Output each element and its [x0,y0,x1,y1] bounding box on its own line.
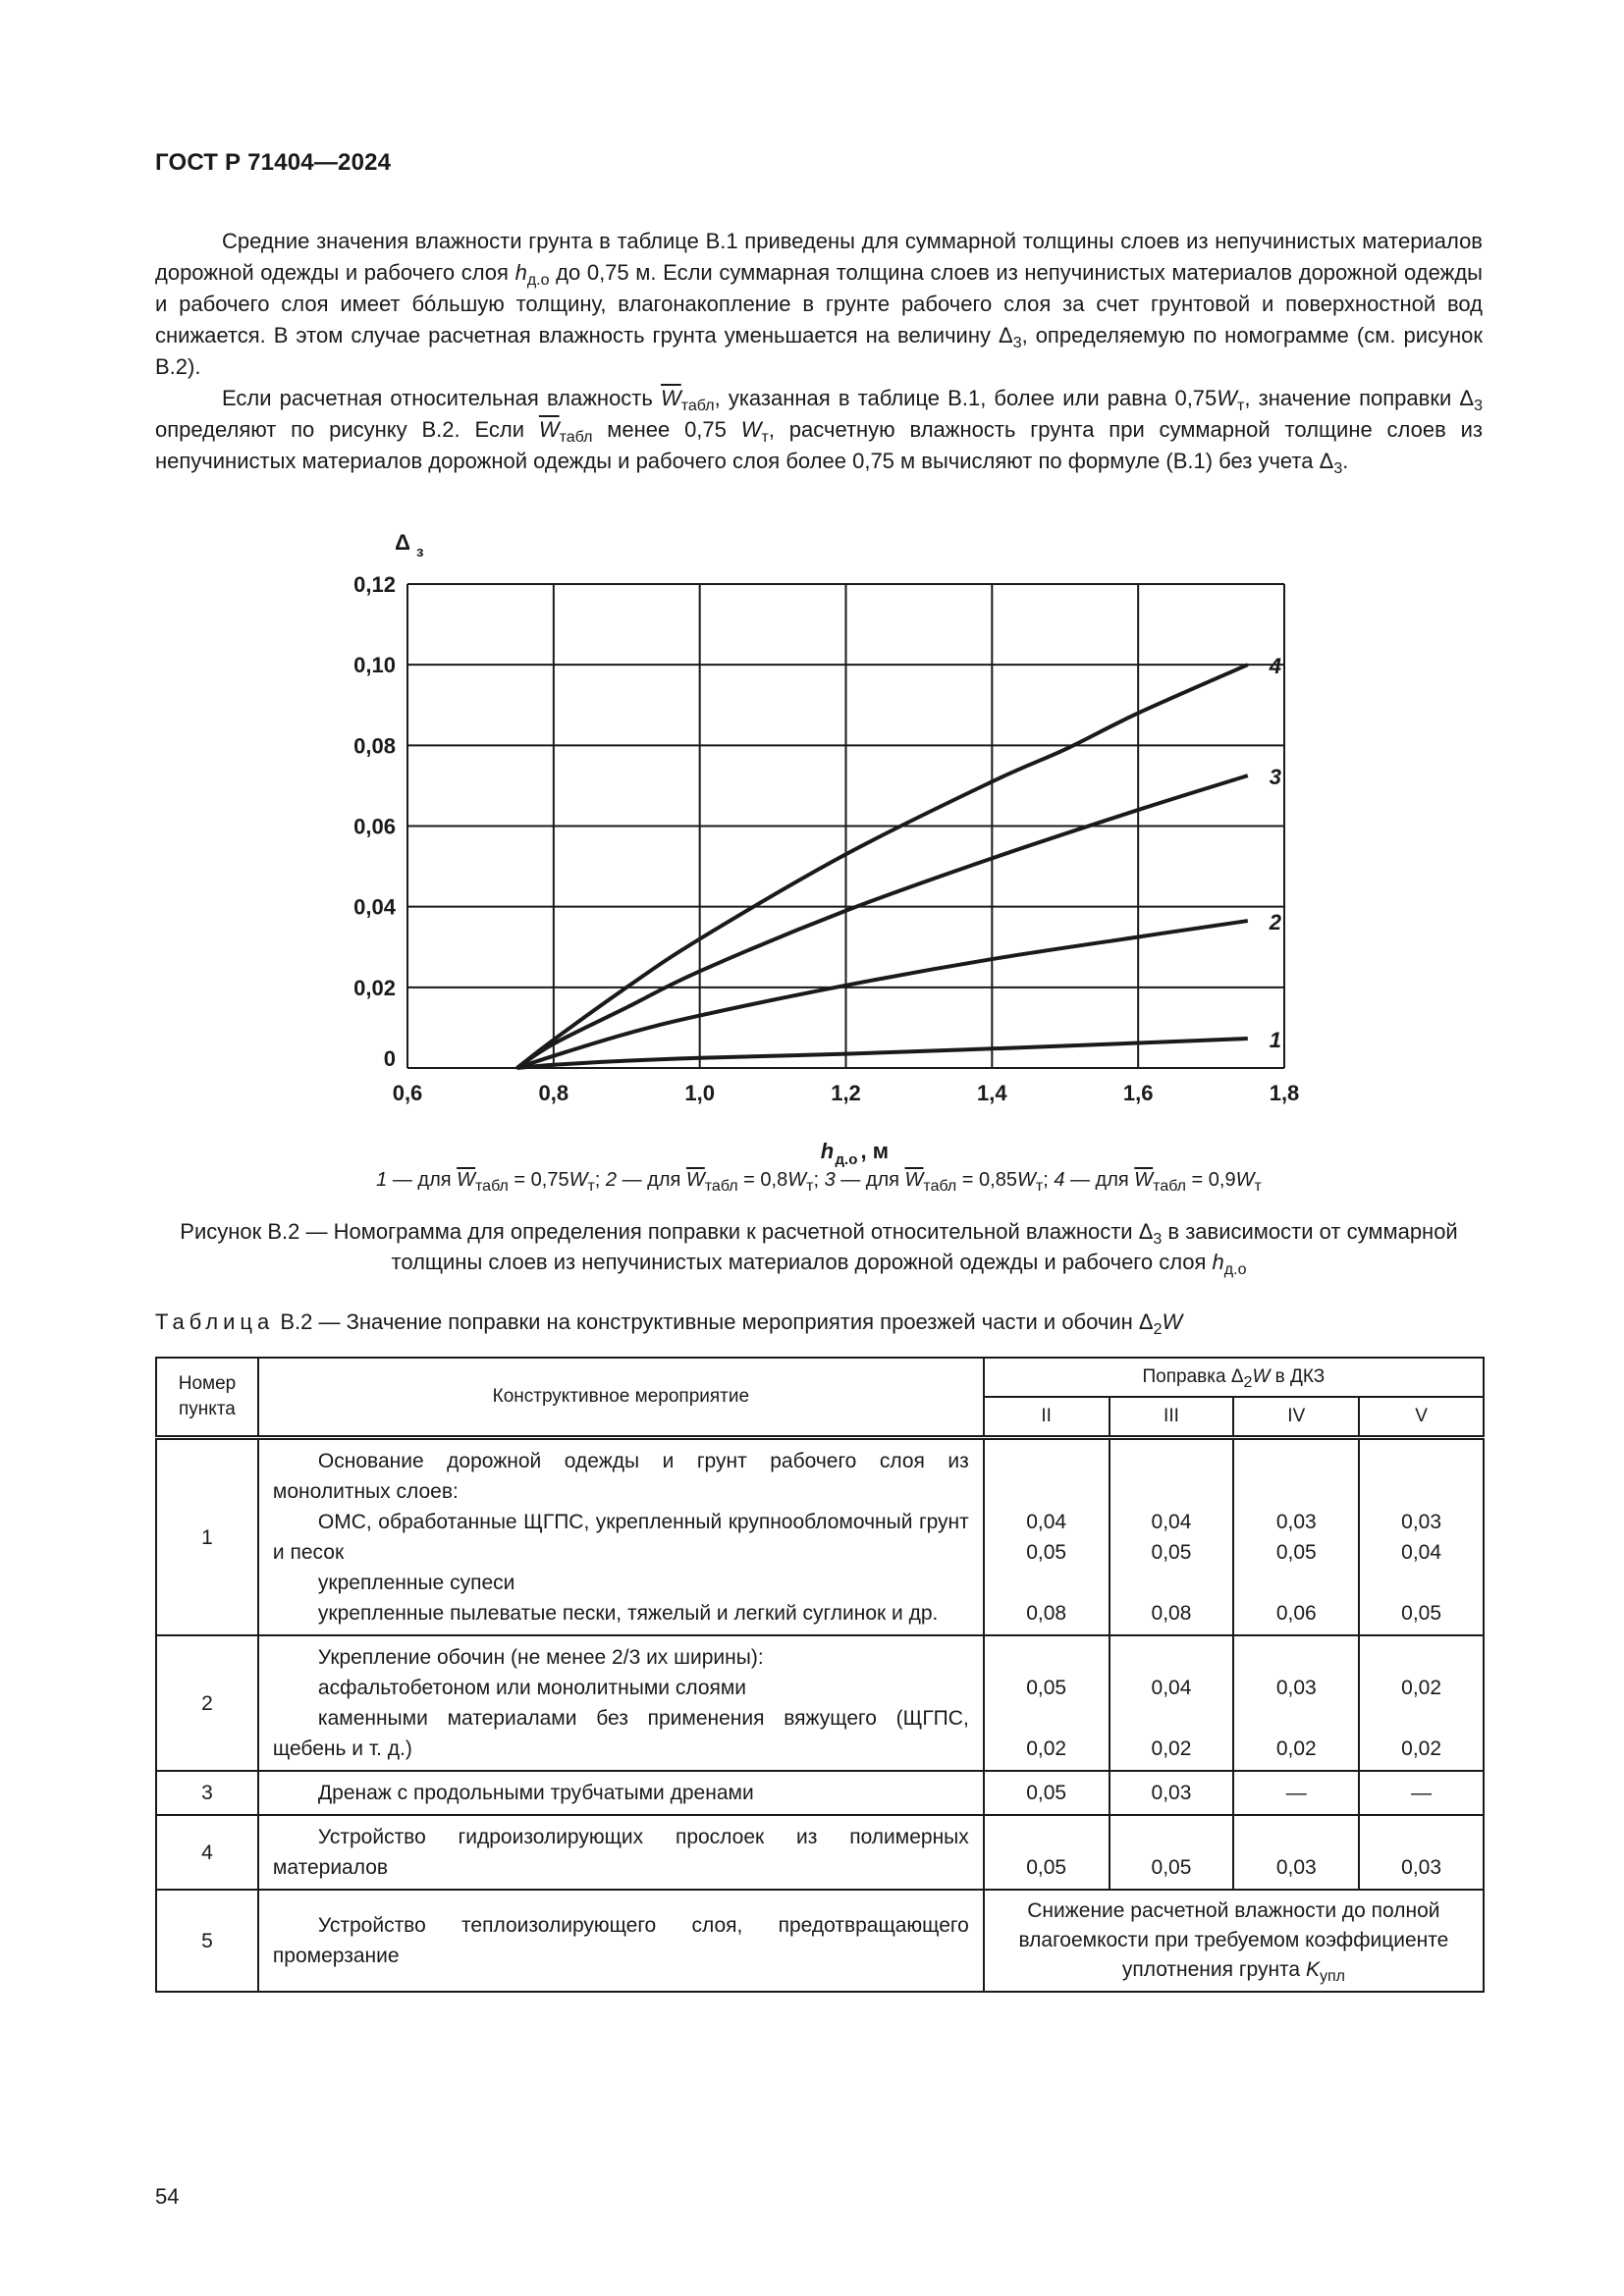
row-measure [258,1771,984,1815]
value: 0,03 [1110,1771,1234,1815]
value: 0,05 [1026,1677,1067,1699]
legend-text: — для [1064,1169,1135,1191]
symbol-h: h [1212,1250,1224,1274]
value: 0,04 [1151,1677,1192,1699]
value: 0,02 [1401,1677,1442,1699]
figure-caption [155,1216,1483,1277]
subscript: 3 [1474,398,1483,414]
symbol-w-bar: $\overline{W}$ [1134,1169,1154,1191]
subscript: т [806,1178,814,1195]
value: — [1233,1771,1359,1815]
x-axis-label-sub: д.о [835,1151,858,1168]
row-number: 3 [156,1771,258,1815]
value: 0,04 [1026,1511,1067,1533]
symbol-w: W [1162,1309,1183,1334]
header-zone-iii: III [1110,1397,1234,1438]
table-row [156,1815,1484,1890]
value: 0,02 [1151,1737,1192,1760]
value: 0,05 [1151,1541,1192,1564]
subscript: табл [680,398,715,414]
text: менее 0,75 [592,417,741,442]
series-label-1: 1 [1269,1028,1282,1053]
value: 0,05 [1275,1541,1317,1564]
x-tick-label: 1,2 [831,1081,861,1105]
symbol-w-bar: $\overline{W}$ [538,417,560,442]
legend-num: 4 [1054,1169,1065,1191]
text: Если расчетная относительная влажность [222,386,661,410]
measure-line: укрепленные супеси [317,1572,515,1594]
value: 0,03 [1233,1815,1359,1890]
subscript: табл [704,1178,738,1195]
table-row [156,1635,1484,1771]
value: 0,03 [1401,1511,1442,1533]
y-axis-label: Δ [395,530,410,555]
legend-num: 2 [605,1169,618,1191]
measure-line: Укрепление обочин (не менее 2/3 их ширины): [317,1646,764,1669]
x-tick-label: 1,6 [1122,1081,1154,1105]
y-tick-label: 0,04 [353,894,396,920]
measure-line: Устройство теплоизолирующего слоя, предотвращающего промерзание [272,1914,969,1967]
table-label: Таблица [155,1309,275,1334]
document-header: ГОСТ Р 71404—2024 [155,149,392,176]
value: 0,08 [1026,1602,1067,1625]
symbol-w: W [787,1169,807,1191]
symbol-w: W [568,1169,588,1191]
value: 0,05 [984,1771,1110,1815]
legend-num: 1 [376,1169,388,1191]
subscript: упл [1319,1968,1345,1985]
subscript: т [1035,1178,1044,1195]
row-measure [258,1635,984,1771]
table-header-row [156,1358,1484,1397]
subscript: д.о [526,272,550,289]
series-label-2: 2 [1269,910,1282,935]
symbol-h: h [514,260,527,285]
legend-sep: ; [1043,1169,1055,1191]
subscript: т [1237,398,1245,414]
measure-line: ОМС, обработанные ЩГПС, укрепленный крупнообломочный грунт и песок [272,1511,969,1564]
legend-text: = 0,75 [508,1169,569,1191]
text: , значение поправки [1244,386,1460,410]
measure-line: укрепленные пылеватые пески, тяжелый и легкий суглинок и др. [317,1602,939,1625]
row-number: 2 [156,1635,258,1771]
symbol-w: W [1252,1366,1271,1387]
paragraph-moisture-values [155,226,1483,383]
legend-num: 3 [824,1169,836,1191]
subscript: т [1254,1178,1262,1195]
subscript: табл [923,1178,957,1195]
text: Снижение расчетной влажности до полной влагоемкости при требуемом коэффициенте уплотнения грунта [1018,1899,1449,1981]
measure-line: асфальтобетоном или монолитными слоями [317,1677,747,1699]
y-tick-label: 0,08 [353,733,396,759]
value: 0,02 [1026,1737,1067,1760]
x-tick-label: 0,8 [538,1081,569,1105]
symbol-w-bar: $\overline{W}$ [457,1169,476,1191]
row-measure [258,1438,984,1636]
value: 0,03 [1275,1677,1317,1699]
table-row [156,1890,1484,1992]
measure-line: каменными материалами без применения вяжущего (ЩГПС, щебень и т. д.) [272,1707,969,1760]
y-tick-label: 0,12 [353,572,396,597]
value-cell [1110,1635,1234,1771]
legend-sep: ; [594,1169,606,1191]
legend-item-2 [605,1169,825,1195]
y-axis-label-sub: з [416,544,424,561]
measure-line: Дренаж с продольными трубчатыми дренами [317,1782,754,1804]
subscript: табл [559,429,593,446]
subscript: табл [475,1178,509,1195]
subscript: 2 [1153,1321,1163,1338]
header-zone-v: V [1359,1397,1484,1438]
value: 0,04 [1401,1541,1442,1564]
value: 0,08 [1151,1602,1192,1625]
text: В.2 — Значение поправки на конструктивные мероприятия проезжей части и обочин [274,1309,1139,1334]
symbol-w: W [1016,1169,1036,1191]
symbol-w: W [1235,1169,1255,1191]
legend-item-1 [376,1169,606,1195]
value-cell [1233,1635,1359,1771]
chart-legend [155,1169,1483,1195]
text: . [1342,449,1349,473]
y-tick-label: 0,06 [353,814,396,839]
correction-table [155,1357,1485,1993]
series-label-4: 4 [1269,654,1282,679]
header-number: Номер пункта [156,1358,258,1438]
legend-text: — для [617,1169,686,1191]
value: 0,05 [1110,1815,1234,1890]
x-axis-label: h [820,1139,835,1163]
legend-text: = 0,8 [737,1169,788,1191]
symbol-delta: Δ [1319,449,1334,473]
legend-text: = 0,85 [956,1169,1017,1191]
measure-line: Основание дорожной одежды и грунт рабочего слоя из монолитных слоев: [272,1450,969,1503]
symbol-w-bar: $\overline{W}$ [904,1169,924,1191]
symbol-delta: Δ [1230,1366,1244,1387]
row-measure [258,1890,984,1992]
x-tick-label: 0,6 [392,1081,423,1105]
subscript: табл [1153,1178,1186,1195]
subscript: 2 [1243,1374,1253,1391]
measure-line: Устройство гидроизолирующих прослоек из полимерных материалов [272,1826,969,1879]
legend-item-3 [824,1169,1055,1195]
symbol-delta: Δ [1459,386,1475,410]
text: Поправка [1142,1366,1231,1387]
value-cell [1359,1635,1484,1771]
symbol-w: W [740,417,762,442]
x-tick-label: 1,8 [1269,1081,1300,1105]
subscript: 3 [1153,1231,1163,1248]
legend-text: — для [835,1169,905,1191]
text: в зависимости от суммарной толщины слоев из непучинистых материалов дорожной одежды и рабочего слоя [391,1219,1458,1274]
y-tick-label: 0,02 [353,975,396,1000]
value-cell [984,1635,1110,1771]
table-row [156,1771,1484,1815]
row-number: 5 [156,1890,258,1992]
value: 0,02 [1401,1737,1442,1760]
row-number: 1 [156,1438,258,1636]
text: , расчетную влажность грунта при суммарной толщине слоев из непучинистых материалов дорожной одежды и рабочего слоя более 0,75 м вычисляют по формуле (В.1) без учета [155,417,1483,473]
subscript: 3 [1333,460,1343,477]
value-cell [1359,1438,1484,1636]
subscript: т [587,1178,595,1195]
value-cell [984,1438,1110,1636]
symbol-w-bar: $\overline{W}$ [685,1169,705,1191]
value: 0,03 [1275,1511,1317,1533]
subscript: д.о [1223,1261,1247,1278]
nomogram-chart [314,520,1316,1168]
value: 0,03 [1359,1815,1484,1890]
subscript: т [761,429,769,446]
page-number: 54 [155,2184,180,2209]
symbol-delta: Δ [1138,1309,1154,1334]
text: определяют по рисунку В.2. Если [155,417,539,442]
value-cell [1110,1438,1234,1636]
merged-value-cell [984,1890,1484,1992]
value: — [1359,1771,1484,1815]
symbol-w: W [1217,386,1238,410]
row-number: 4 [156,1815,258,1890]
subscript: 3 [1012,335,1022,351]
header-measure: Конструктивное мероприятие [258,1358,984,1438]
value: 0,05 [1026,1541,1067,1564]
text: Средние значения влажности грунта в таблице В.1 приведены для суммарной толщины слоев из непучинистых материалов дорожной одежды и рабочего слоя [155,229,1483,285]
symbol-delta: Δ [998,323,1013,347]
text: Рисунок В.2 — Номограмма для определения поправки к расчетной относительной влажности [180,1219,1139,1244]
x-axis-label-unit: , м [860,1139,889,1163]
text: в ДКЗ [1270,1366,1326,1387]
table-row [156,1438,1484,1636]
table-caption [155,1309,1183,1338]
header-zone-ii: II [984,1397,1110,1438]
text: до 0,75 м. Если суммарная толщина слоев из непучинистых материалов дорожной одежды и рабочего слоя имеет бóльшую толщину, влагонакопление в грунте рабочего слоя за счет грунтовой и поверхностной вод снижается. В этом случае расчетная влажность грунта уменьшается на величину [155,260,1483,347]
row-measure [258,1815,984,1890]
value: 0,02 [1275,1737,1317,1760]
value: 0,06 [1275,1602,1317,1625]
value: 0,05 [984,1815,1110,1890]
text: , определяемую по номограмме (см. рисунок В.2). [155,323,1483,379]
legend-text: = 0,9 [1186,1169,1236,1191]
header-zone-iv: IV [1233,1397,1359,1438]
series-label-3: 3 [1269,765,1282,790]
x-tick-label: 1,0 [684,1081,715,1105]
x-tick-label: 1,4 [977,1081,1007,1105]
symbol-k: K [1305,1958,1320,1981]
value: 0,05 [1401,1602,1442,1625]
value: 0,04 [1151,1511,1192,1533]
symbol-w-bar: $\overline{W}$ [660,386,681,410]
paragraph-correction-rule [155,383,1483,477]
y-tick-label: 0,10 [353,653,396,678]
symbol-delta: Δ [1138,1219,1154,1244]
legend-sep: ; [813,1169,825,1191]
text: , указанная в таблице В.1, более или равна 0,75 [714,386,1218,410]
value-cell [1233,1438,1359,1636]
header-correction [984,1358,1484,1397]
legend-text: — для [387,1169,458,1191]
legend-item-4 [1054,1169,1262,1195]
y-tick-label: 0 [383,1046,396,1071]
